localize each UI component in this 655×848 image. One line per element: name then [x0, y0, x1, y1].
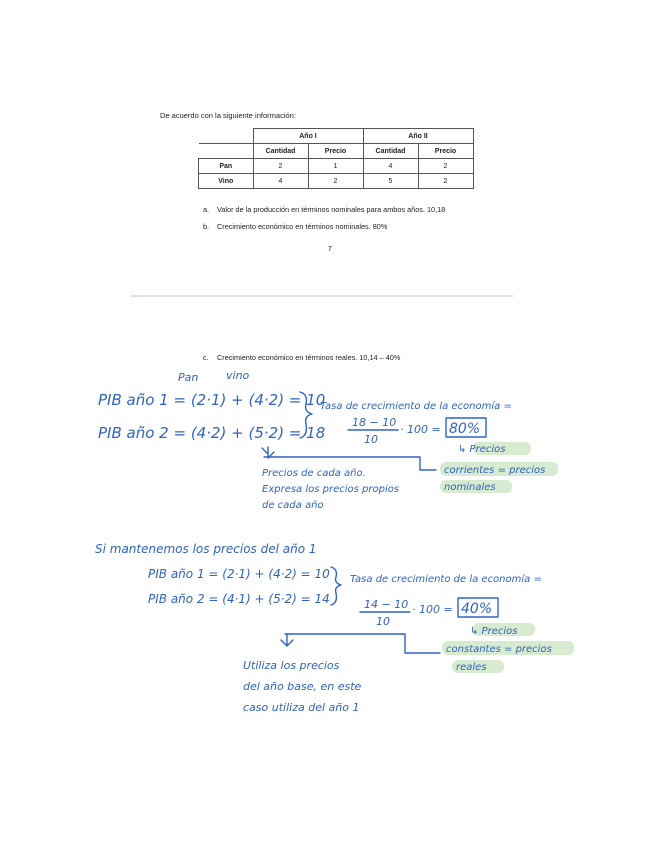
- table-cell: 2: [308, 174, 363, 189]
- pib-year1: PIB año 1 = (2·1) + (4·2) = 10: [98, 391, 326, 409]
- fraction-denominator-2: 10: [376, 615, 390, 628]
- fraction-numerator-2: 14 − 10: [364, 598, 409, 611]
- result-40: 40%: [461, 601, 493, 617]
- column-header: Precio: [308, 144, 363, 159]
- row-label: Pan: [199, 159, 254, 174]
- label-pan: Pan: [178, 371, 199, 384]
- column-header: Precio: [418, 144, 473, 159]
- times-hundred: · 100 =: [400, 423, 441, 436]
- page-number: 7: [328, 246, 332, 253]
- result-80: 80%: [449, 421, 481, 437]
- times-hundred-2: · 100 =: [412, 603, 453, 616]
- constant-prices: constantes = precios: [446, 644, 552, 655]
- note1-line3: de cada año: [262, 500, 324, 511]
- arrow-down: [281, 634, 293, 646]
- intro-text: De acuerdo con la siguiente información:: [160, 111, 296, 120]
- row-label: Vino: [199, 174, 254, 189]
- group-header-year2: Año II: [363, 129, 473, 144]
- table-cell: 2: [418, 159, 473, 174]
- growth-rate-label: Tasa de crecimiento de la economía =: [320, 401, 512, 412]
- table-cell: 2: [253, 159, 308, 174]
- note2-line1: Utiliza los precios: [243, 659, 340, 672]
- question-b: b. Crecimiento económico en términos nominales. 80%: [203, 222, 388, 231]
- label-vino: vino: [226, 369, 250, 382]
- prices-label: ↳ Precios: [458, 444, 506, 455]
- table-cell: 4: [363, 159, 418, 174]
- column-header: Cantidad: [363, 144, 418, 159]
- nominal-prices: nominales: [444, 482, 496, 493]
- real-prices: reales: [456, 662, 487, 673]
- current-prices: corrientes = precios: [444, 465, 546, 476]
- group-header-year1: Año I: [253, 129, 363, 144]
- note1-line2: Expresa los precios propios: [262, 484, 400, 495]
- note1-line1: Precios de cada año.: [262, 468, 366, 479]
- prices-label-2: ↳ Precios: [470, 626, 518, 637]
- note2-line2: del año base, en este: [243, 680, 362, 693]
- pib-year2: PIB año 2 = (4·2) + (5·2) = 18: [98, 424, 326, 442]
- keep-prices-heading: Si mantenemos los precios del año 1: [95, 542, 317, 556]
- table-cell: 1: [308, 159, 363, 174]
- pib-year1-constant: PIB año 1 = (2·1) + (4·2) = 10: [148, 567, 330, 581]
- question-c: c. Crecimiento económico en términos reales. 10,14 – 40%: [203, 353, 401, 362]
- question-a: a. Valor de la producción en términos nominales para ambos años. 10,18: [203, 205, 446, 214]
- growth-rate-label-2: Tasa de crecimiento de la economía =: [350, 574, 542, 585]
- connector-line: [285, 634, 440, 653]
- note2-line3: caso utiliza del año 1: [243, 701, 360, 714]
- fraction-denominator: 10: [364, 433, 378, 446]
- pib-year2-constant: PIB año 2 = (4·1) + (5·2) = 14: [148, 592, 330, 606]
- table-cell: 2: [418, 174, 473, 189]
- brace: [331, 567, 341, 605]
- fraction-numerator: 18 − 10: [352, 416, 397, 429]
- table-cell: 5: [363, 174, 418, 189]
- column-header: Cantidad: [253, 144, 308, 159]
- table-cell: 4: [253, 174, 308, 189]
